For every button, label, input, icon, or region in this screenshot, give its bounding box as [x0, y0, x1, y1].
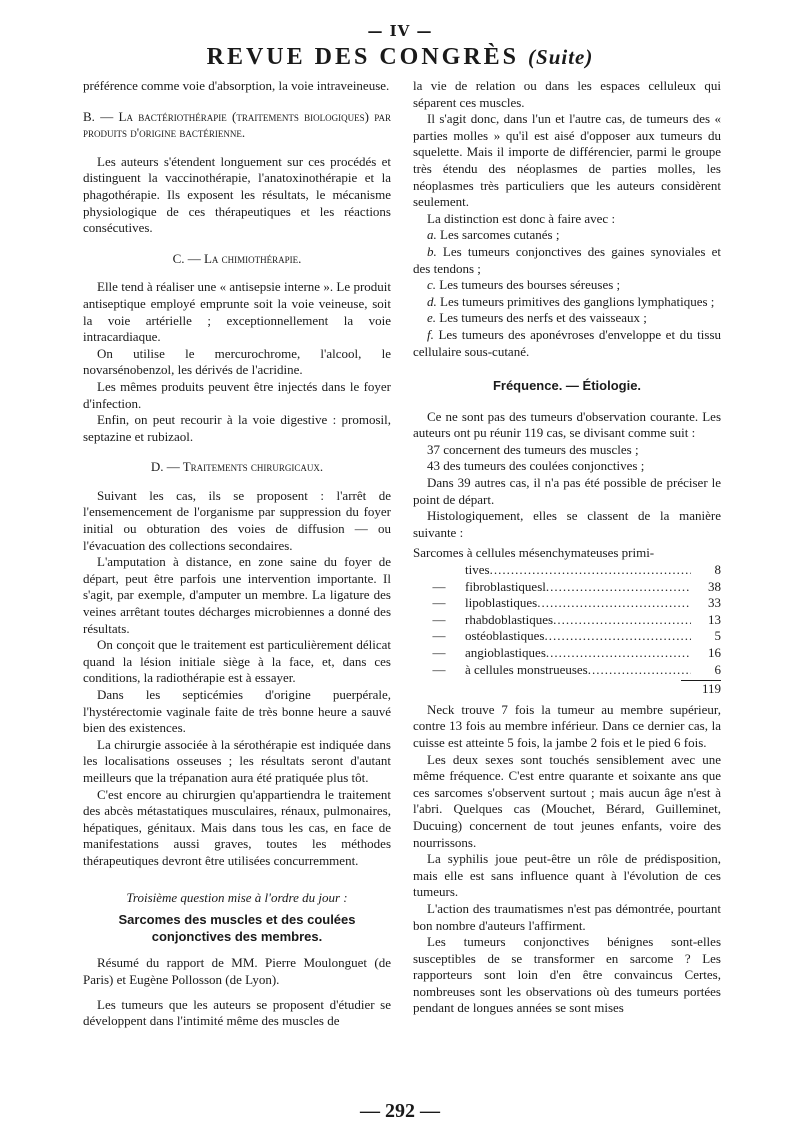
- list-text: Les sarcomes cutanés ;: [440, 227, 560, 243]
- list-letter: d.: [427, 293, 437, 309]
- article-title: Sarcomes des muscles et des coulées conjonctives des membres.: [118, 912, 356, 944]
- paragraph: L'amputation à distance, en zone saine du foyer de départ, peut être parfois une intervention importante. Il s'agit, par exemple, d'amputer un membre. La ligature des veines arrêtant toutes décharges microbiennes a donné des résultats.: [83, 554, 391, 636]
- distinction-list: [413, 227, 721, 360]
- paragraph: Les deux sexes sont touchés sensiblement avec une même fréquence. C'est entre quarante et soixante ans que ces sarcomes s'observent surtout ; mais aucun âge n'est à l'abri. Quelques cas (Mouchet, Bérard, Guilleminet, Ducuing) concernent de tout jeunes enfants, voire des nourrissons.: [413, 751, 721, 850]
- list-text: Les tumeurs des nerfs et des vaisseaux ;: [439, 310, 647, 326]
- paragraph: L'action des traumatismes n'est pas démontrée, pourtant bon nombre d'auteurs l'affirment.: [413, 900, 721, 933]
- row-label: lipoblastiques: [465, 595, 538, 611]
- paragraph: Ce ne sont pas des tumeurs d'observation courante. Les auteurs ont pu réunir 119 cas, se divisant comme suit :: [413, 408, 721, 441]
- row-label: rhabdoblastiques: [465, 611, 554, 627]
- row-value: 5: [714, 628, 721, 644]
- paragraph: Elle tend à réaliser une « antisepsie interne ». Le produit antiseptique employé emprunte soit la voie veineuse, soit la voie artérielle ; exceptionnellement la voie intracardiaque.: [83, 279, 391, 345]
- paragraph: 43 des tumeurs des coulées conjonctives ;: [427, 458, 645, 474]
- paragraph: Il s'agit donc, dans l'un et l'autre cas, de tumeurs des « parties molles » qu'il est aisé d'opposer aux tumeurs du squelette. Mais il importe de différencier, parmi le groupe très étendu des néoplasmes de parties molles, les néoplasmes très particuliers que les auteurs considèrent seulement.: [413, 111, 721, 210]
- paragraph: Les mêmes produits peuvent être injectés dans le foyer d'infection.: [83, 378, 391, 411]
- journal-title: [0, 44, 800, 71]
- table-row: [413, 562, 721, 579]
- table-row: [413, 628, 721, 645]
- row-label: fibroblastiquesl: [465, 578, 546, 594]
- list-item: [413, 310, 721, 327]
- journal-title-text: REVUE DES CONGRÈS: [206, 44, 520, 70]
- row-dash: —: [432, 645, 446, 660]
- row-label: ostéoblastiques: [465, 628, 545, 644]
- row-value: 8: [714, 562, 721, 578]
- list-text: Les tumeurs primitives des ganglions lymphatiques ;: [440, 293, 715, 309]
- paragraph: la vie de relation ou dans les espaces celluleux qui séparent ces muscles.: [413, 78, 721, 110]
- paragraph: 37 concernent des tumeurs des muscles ;: [427, 441, 639, 457]
- section-heading-d: D. — Traitements chirurgicaux.: [150, 459, 324, 475]
- list-item: [413, 227, 721, 244]
- paragraph: Neck trouve 7 fois la tumeur au membre supérieur, contre 13 fois au membre inférieur. Dans ce dernier cas, la cuisse est atteinte 5 fois, la jambe 2 fois et le pied 6 fois.: [413, 701, 721, 750]
- row-value: 16: [708, 645, 721, 660]
- paragraph: La distinction est donc à faire avec :: [427, 210, 616, 226]
- list-text: Les tumeurs des bourses séreuses ;: [439, 277, 621, 293]
- table-head: Sarcomes à cellules mésenchymateuses primi-: [413, 545, 655, 561]
- table-row: [413, 579, 721, 596]
- left-column: [83, 78, 391, 1030]
- table-row: [413, 595, 721, 612]
- list-item: [413, 327, 721, 360]
- row-value: 6: [714, 661, 721, 677]
- list-text: Les tumeurs conjonctives des gaines synoviales et des tendons ;: [413, 243, 721, 276]
- row-dash: —: [432, 611, 446, 627]
- paragraph: préférence comme voie d'absorption, la voie intraveineuse.: [83, 78, 390, 93]
- row-label: angioblastiques: [465, 645, 546, 660]
- paragraph: La syphilis joue peut-être un rôle de prédisposition, mais elle est sans influence quant à l'évolution de ces tumeurs.: [413, 851, 721, 900]
- third-question-label: Troisième question mise à l'ordre du jour :: [126, 889, 348, 905]
- row-label: tives: [465, 562, 490, 578]
- paragraph: C'est encore au chirurgien qu'appartiendra le traitement des abcès métastatiques musculaires, rénaux, pulmonaires, hépatiques, génitaux. Mais dans tous les cas, en face de manifestations aussi graves, toutes les méthodes thérapeutiques devront être utilisées concurremment.: [83, 786, 391, 868]
- list-letter: f.: [427, 326, 434, 342]
- row-label: à cellules monstrueuses: [465, 661, 588, 677]
- paragraph: La chirurgie associée à la sérothérapie est indiquée dans les localisations osseuses ; les résultats seront d'autant meilleurs que la trépanation aura été pratiquée plus tôt.: [83, 736, 391, 785]
- row-dash: —: [432, 661, 446, 677]
- row-dash: —: [432, 578, 446, 594]
- section-heading-c: C. — La chimiothérapie.: [172, 250, 302, 266]
- report-summary: Résumé du rapport de MM. Pierre Moulonguet (de Paris) et Eugène Pollosson (de Lyon).: [83, 955, 391, 987]
- list-letter: b.: [427, 243, 437, 259]
- paragraph: Enfin, on peut recourir à la voie digestive : promosil, septazine et rubizaol.: [83, 412, 391, 444]
- row-dash: —: [432, 628, 446, 644]
- table-row: [413, 662, 721, 679]
- paragraph: Les tumeurs conjonctives bénignes sont-elles susceptibles de se transformer en sarcome ? Les rapporteurs sont loin d'en être convaincus Certes, nombreuses sont les observations où des tumeurs portées pendant de longues années se sont mises: [413, 934, 721, 1016]
- section-heading-b: B. — La bactériothérapie (traitements biologiques) par produits d'origine bactérienne.: [83, 108, 391, 141]
- paragraph: On conçoit que le traitement est particulièrement délicat quand la lésion initiale siège à la face, et, dans ces conditions, la radiothérapie est à essayer.: [83, 637, 391, 686]
- list-item: [413, 244, 721, 277]
- table-row: [413, 645, 721, 662]
- paragraph: Histologiquement, elles se classent de la manière suivante :: [413, 508, 721, 540]
- journal-title-suite: (Suite): [528, 45, 594, 69]
- row-dash: —: [432, 595, 446, 611]
- list-letter: e.: [427, 310, 437, 326]
- table-total: 119: [681, 680, 721, 698]
- histology-table: [413, 545, 721, 697]
- paragraph: Dans les septicémies d'origine puerpérale, l'hystérectomie vaginale faite de très bonne heure a sauvé bien des existences.: [83, 687, 391, 736]
- page-number: — 292 —: [360, 1100, 440, 1122]
- paragraph: Suivant les cas, ils se proposent : l'arrêt de l'ensemencement de l'organisme par suppression du foyer initial ou obturation des voies de diffusion — ou l'évacuation des collections secondaires.: [83, 487, 391, 553]
- section-heading-frequence: Fréquence. — Étiologie.: [492, 378, 642, 394]
- paragraph: Les auteurs s'étendent longuement sur ces procédés et distinguent la vaccinothérapie, l'anatoxinothérapie et la phagothérapie. Ils exposent les résultats, le mécanisme physiologique de ces thérapeutiques et les réactions consécutives.: [83, 153, 391, 236]
- right-column: [413, 78, 721, 1017]
- paragraph: Dans 39 autres cas, il n'a pas été possible de préciser le point de départ.: [413, 475, 721, 507]
- list-item: [413, 277, 721, 294]
- paragraph: On utilise le mercurochrome, l'alcool, le novarsénobenzol, les dérivés de l'acridine.: [83, 345, 391, 378]
- list-letter: a.: [427, 227, 437, 243]
- row-value: 38: [708, 578, 721, 594]
- page-roman-numeral: — IV —: [367, 22, 433, 40]
- row-value: 13: [708, 611, 721, 627]
- list-text: Les tumeurs des aponévroses d'enveloppe et du tissu cellulaire sous-cutané.: [413, 326, 722, 359]
- list-letter: c.: [427, 277, 437, 293]
- row-value: 33: [708, 595, 721, 611]
- paragraph: Les tumeurs que les auteurs se proposent d'étudier se développent dans l'intimité même des muscles de: [83, 996, 391, 1029]
- table-row: [413, 612, 721, 629]
- list-item: [413, 294, 721, 311]
